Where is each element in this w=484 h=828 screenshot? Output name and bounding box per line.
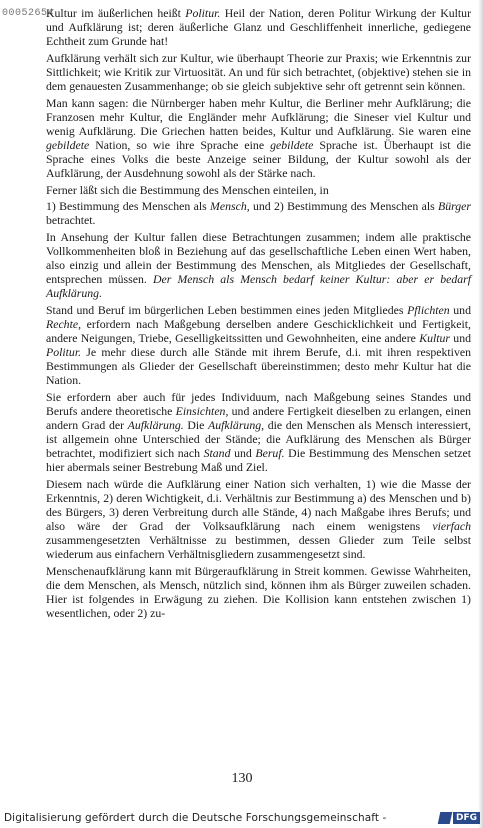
text-run: Menschenaufklärung kann mit Bürgeraufklärung in Streit kommen. Gewisse Wahrheiten, die dem Menschen, als Mensch, nützlich sind, können ihm als Bürger zuweilen schaden. Hier ist folgendes in Erwägung zu ziehen. Die Kollision kann entstehen zwischen 1) wesentlichen, oder 2) zu-	[46, 564, 471, 621]
text-run: zusammengesetzten Verhältnisse zu bestimmen, dessen Glieder zum Teile selbst wiederum aus einfachern Verhältnisgliedern zusammengesetzt sind.	[46, 533, 471, 562]
page-number: 130	[231, 771, 253, 786]
italic-run: Politur.	[185, 6, 221, 20]
page-body	[46, 6, 471, 623]
text-run: Die Bestimmung des Menschen setzet hier abermals seiner Bestrebung Maß und Ziel.	[46, 446, 472, 475]
text-run: und	[450, 331, 471, 346]
text-run: Ferner läßt sich die Bestimmung des Menschen einteilen, in	[46, 182, 329, 197]
italic-run: Beruf.	[255, 446, 285, 461]
italic-run: Einsichten,	[175, 404, 229, 419]
text-run: und	[449, 302, 471, 317]
paragraph	[46, 51, 471, 93]
text-run: Kultur im äußerlichen heißt	[46, 6, 186, 20]
italic-run: Der Mensch als Mensch bedarf keiner Kultur: aber er bedarf Aufklärung.	[46, 272, 472, 301]
scan-id: 00052654	[2, 8, 55, 19]
italic-run: Politur.	[46, 345, 82, 360]
italic-run: Aufklärung,	[208, 418, 265, 433]
paragraph	[46, 199, 471, 227]
text-run: Heil der Nation, deren Politur Wirkung der Kultur und Aufklärung ist; deren äußerliche Glanz und Geschliffenheit innerliche, gediegene Echtheit zum Grunde hat!	[46, 6, 471, 49]
text-run: In Ansehung der Kultur fallen diese Betrachtungen zusammen; indem alle praktische Vollkommenheiten bloß in Beziehung auf das gesellschaftliche Leben einen Wert haben, also einzig und allein der Bestimmung des Menschen, als Mitgliedes der Gesellschaft, entsprechen müssen.	[46, 229, 471, 287]
italic-run: gebildete	[270, 137, 314, 152]
italic-run: gebildete	[46, 137, 90, 152]
text-run: Nation, so wie ihre Sprache eine	[89, 137, 271, 152]
text-run: Aufklärung verhält sich zur Kultur, wie überhaupt Theorie zur Praxis; wie Erkenntnis zur Sittlichkeit; wie Kritik zur Virtuosität. An und für sich betrachtet, (objektive) stehen sie in dem genauesten Zusammenhange; ob sie gleich subjektive sehr oft getrennt sein können.	[46, 50, 471, 93]
dfg-logo-icon	[438, 812, 453, 824]
text-run: und 2) Bestimmung des Menschen als	[249, 199, 439, 214]
italic-run: Mensch,	[210, 199, 250, 214]
italic-run: Pflichten	[407, 302, 450, 317]
text-run: die den Menschen als Mensch interessiert, ist allgemein ohne Unterschied der Stände; die Aufklärung des Menschen als Bürger betrachtet, modifiziert sich nach	[46, 418, 471, 461]
dfg-logo	[439, 812, 480, 824]
paragraph	[46, 230, 471, 300]
scan-edge	[478, 0, 484, 828]
text-run: Die	[183, 418, 209, 433]
text-run: erfordern nach Maßgebung derselben andere Geschicklichkeit und Fertigkeit, andere Neigungen, Triebe, Geselligkeitssitten und Gewohnheiten, eine andere	[46, 316, 471, 346]
text-run: Sprache ist. Überhaupt ist die Sprache eines Volks die beste Anzeige seiner Bildung, der Kultur sowohl als der Aufklärung, der Ausdehnung sowohl als der Stärke nach.	[46, 137, 471, 181]
dfg-logo-text: DFG	[453, 812, 480, 824]
paragraph	[46, 6, 471, 48]
footer-bar	[0, 808, 484, 828]
paragraph	[46, 303, 471, 388]
text-run: Je mehr diese durch alle Stände mit ihrem Berufe, d.i. mit ihren respektiven Bestimmungen als Glieder der Gesellschaft übereinstimmen; desto mehr Kultur hat die Nation.	[46, 345, 471, 388]
italic-run: Bürger	[438, 199, 472, 214]
text-run: und	[230, 446, 256, 461]
italic-run: Rechte,	[46, 316, 82, 331]
text-run: betrachtet.	[46, 213, 96, 228]
italic-run: Kultur	[419, 331, 451, 346]
italic-run: Stand	[203, 446, 231, 461]
text-run: 1) Bestimmung des Menschen als	[46, 199, 211, 214]
text-run: und andere Fertigkeit dieselben zu erlangen, einen andern Grad der	[46, 404, 471, 433]
paragraph	[46, 477, 471, 562]
footer-text: Digitalisierung gefördert durch die Deutsche Forschungsgemeinschaft -	[4, 812, 387, 824]
text-run: Diesem nach würde die Aufklärung einer Nation sich verhalten, 1) wie die Masse der Erkenntnis, 2) deren Wichtigkeit, d.i. Verhältnis zur Bestimmung a) des Menschen und b) des Bürgers, 3) deren Verbreitung durch alle Stände, 4) nach Maßgabe ihres Berufs; und also wäre der Grad der Volksaufklärung nach einem wenigstens	[46, 477, 471, 534]
paragraph	[46, 96, 471, 181]
text-run: Stand und Beruf im bürgerlichen Leben bestimmen eines jeden Mitgliedes	[46, 302, 408, 317]
italic-run: vierfach	[432, 519, 471, 534]
paragraph	[46, 390, 471, 475]
text-run: Sie erfordern aber auch für jedes Individuum, nach Maßgebung seines Standes und Berufs andere theoretische	[46, 389, 471, 419]
paragraph	[46, 564, 471, 620]
italic-run: Aufklärung.	[127, 418, 184, 433]
text-run: Man kann sagen: die Nürnberger haben mehr Kultur, die Berliner mehr Aufklärung; die Franzosen mehr Kultur, die Engländer mehr Aufklärung; die Sineser viel Kultur und wenig Aufklärung. Die Griechen hatten beides, Kultur und Aufklärung. Sie waren eine	[46, 95, 471, 138]
paragraph	[46, 183, 471, 197]
